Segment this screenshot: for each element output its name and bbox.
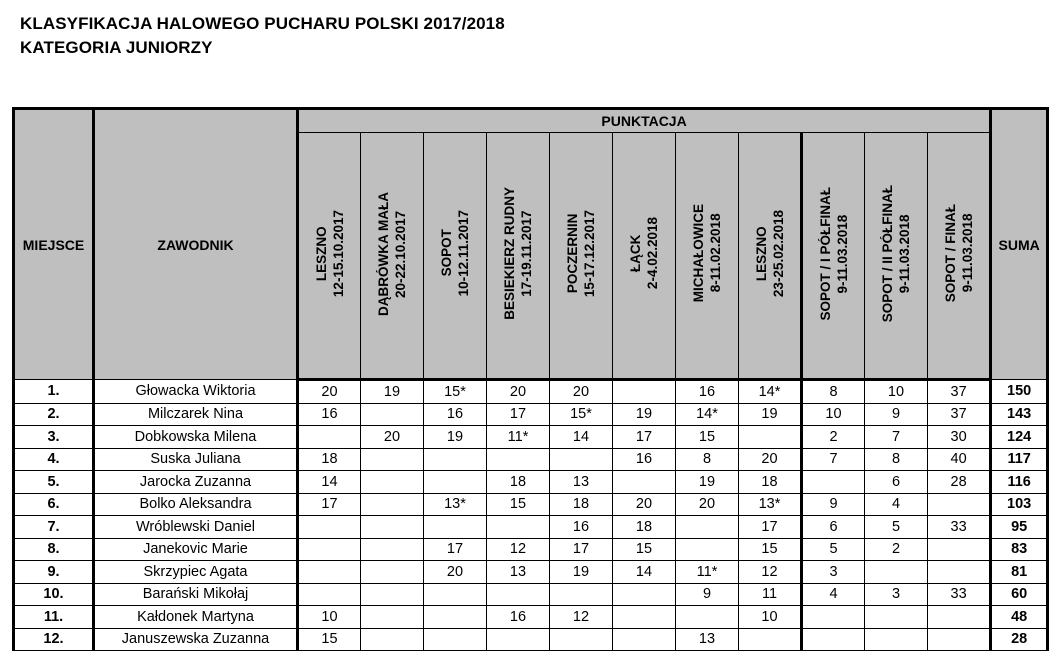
score-cell	[928, 628, 991, 651]
table-row	[14, 471, 1048, 494]
table-row	[14, 426, 1048, 449]
score-cell: 10	[802, 403, 865, 426]
table-row	[14, 448, 1048, 471]
place-cell: 1.	[14, 380, 94, 404]
event-header-2	[424, 133, 487, 380]
score-cell: 12	[739, 561, 802, 584]
score-cell	[361, 471, 424, 494]
table-row	[14, 403, 1048, 426]
score-cell: 15*	[424, 380, 487, 404]
score-cell	[928, 493, 991, 516]
score-cell: 10	[298, 606, 361, 629]
score-cell	[676, 538, 739, 561]
score-cell	[550, 583, 613, 606]
place-cell: 3.	[14, 426, 94, 449]
score-cell: 17	[424, 538, 487, 561]
place-cell: 6.	[14, 493, 94, 516]
score-cell: 33	[928, 583, 991, 606]
score-cell	[802, 471, 865, 494]
event-header-10	[928, 133, 991, 380]
score-cell: 16	[676, 380, 739, 404]
score-cell: 18	[613, 516, 676, 539]
score-cell	[802, 606, 865, 629]
sum-cell: 48	[991, 606, 1048, 629]
name-cell: Głowacka Wiktoria	[94, 380, 298, 404]
event-header-6	[676, 133, 739, 380]
name-cell: Dobkowska Milena	[94, 426, 298, 449]
score-cell: 17	[298, 493, 361, 516]
place-cell: 8.	[14, 538, 94, 561]
col-header-name: ZAWODNIK	[94, 109, 298, 380]
score-cell	[487, 583, 550, 606]
score-cell: 11	[739, 583, 802, 606]
score-cell: 9	[802, 493, 865, 516]
score-cell: 19	[739, 403, 802, 426]
event-header-0	[298, 133, 361, 380]
col-header-place: MIEJSCE	[14, 109, 94, 380]
sum-cell: 95	[991, 516, 1048, 539]
sum-cell: 124	[991, 426, 1048, 449]
results-body	[14, 380, 1048, 651]
score-cell: 20	[424, 561, 487, 584]
score-cell: 17	[613, 426, 676, 449]
score-cell: 12	[550, 606, 613, 629]
event-date: 17-19.11.2017	[519, 210, 534, 297]
event-header-1	[361, 133, 424, 380]
sum-cell: 28	[991, 628, 1048, 651]
name-cell: Bolko Aleksandra	[94, 493, 298, 516]
name-cell: Barański Mikołaj	[94, 583, 298, 606]
score-cell: 16	[298, 403, 361, 426]
score-cell: 13	[676, 628, 739, 651]
score-cell: 20	[550, 380, 613, 404]
score-cell: 37	[928, 380, 991, 404]
score-cell: 20	[613, 493, 676, 516]
score-cell: 5	[802, 538, 865, 561]
score-cell: 16	[424, 403, 487, 426]
score-cell: 40	[928, 448, 991, 471]
sum-cell: 143	[991, 403, 1048, 426]
sum-cell: 81	[991, 561, 1048, 584]
event-name: POCZERNIN	[565, 213, 580, 294]
score-cell	[361, 606, 424, 629]
score-cell: 3	[802, 561, 865, 584]
score-cell: 7	[865, 426, 928, 449]
score-cell: 16	[487, 606, 550, 629]
place-cell: 5.	[14, 471, 94, 494]
score-cell	[928, 561, 991, 584]
score-cell	[613, 380, 676, 404]
score-cell	[298, 426, 361, 449]
score-cell	[424, 606, 487, 629]
score-cell	[361, 516, 424, 539]
sum-cell: 116	[991, 471, 1048, 494]
classification-table	[12, 107, 1049, 651]
name-cell: Janekovic Marie	[94, 538, 298, 561]
document-title: KLASYFIKACJA HALOWEGO PUCHARU POLSKI 2017/2018	[20, 14, 505, 33]
score-cell	[613, 471, 676, 494]
score-cell: 15	[298, 628, 361, 651]
place-cell: 10.	[14, 583, 94, 606]
score-cell: 15*	[550, 403, 613, 426]
score-cell: 30	[928, 426, 991, 449]
score-cell: 33	[928, 516, 991, 539]
score-cell	[361, 538, 424, 561]
score-cell	[928, 538, 991, 561]
score-cell	[865, 628, 928, 651]
event-name: MICHAŁOWICE	[691, 204, 706, 303]
score-cell: 12	[487, 538, 550, 561]
score-cell	[802, 628, 865, 651]
event-header-3	[487, 133, 550, 380]
score-cell: 18	[298, 448, 361, 471]
score-cell: 20	[739, 448, 802, 471]
place-cell: 12.	[14, 628, 94, 651]
event-header-9	[865, 133, 928, 380]
score-cell: 20	[487, 380, 550, 404]
event-header-4	[550, 133, 613, 380]
score-cell: 16	[550, 516, 613, 539]
place-cell: 4.	[14, 448, 94, 471]
score-cell: 7	[802, 448, 865, 471]
event-date: 10-12.11.2017	[456, 210, 471, 297]
col-header-points: PUNKTACJA	[298, 109, 991, 133]
score-cell	[298, 516, 361, 539]
score-cell	[361, 583, 424, 606]
score-cell: 14*	[676, 403, 739, 426]
score-cell: 15	[739, 538, 802, 561]
score-cell: 11*	[487, 426, 550, 449]
event-header-8	[802, 133, 865, 380]
event-date: 9-11.03.2018	[834, 214, 850, 293]
score-cell	[424, 583, 487, 606]
score-cell	[739, 426, 802, 449]
score-cell: 19	[550, 561, 613, 584]
score-cell: 20	[361, 426, 424, 449]
score-cell: 8	[802, 380, 865, 404]
score-cell: 14	[550, 426, 613, 449]
score-cell	[361, 403, 424, 426]
table-row	[14, 493, 1048, 516]
score-cell	[424, 628, 487, 651]
score-cell: 18	[550, 493, 613, 516]
score-cell	[550, 628, 613, 651]
event-date: 12-15.10.2017	[330, 209, 346, 298]
score-cell: 13*	[424, 493, 487, 516]
score-cell: 2	[865, 538, 928, 561]
score-cell: 13	[550, 471, 613, 494]
event-name: ŁĄCK	[628, 234, 643, 273]
score-cell: 9	[865, 403, 928, 426]
score-cell: 14*	[739, 380, 802, 404]
score-cell: 28	[928, 471, 991, 494]
score-cell: 4	[865, 493, 928, 516]
score-cell: 15	[676, 426, 739, 449]
score-cell	[487, 628, 550, 651]
score-cell	[676, 606, 739, 629]
table-row	[14, 380, 1048, 404]
score-cell	[550, 448, 613, 471]
sum-cell: 117	[991, 448, 1048, 471]
event-date: 8-11.02.2018	[708, 214, 723, 293]
place-cell: 9.	[14, 561, 94, 584]
score-cell: 3	[865, 583, 928, 606]
score-cell	[613, 606, 676, 629]
document-header	[20, 12, 505, 60]
score-cell: 13	[487, 561, 550, 584]
event-date: 23-25.02.2018	[770, 209, 786, 298]
score-cell: 19	[613, 403, 676, 426]
score-cell: 20	[298, 380, 361, 404]
score-cell: 19	[676, 471, 739, 494]
name-cell: Skrzypiec Agata	[94, 561, 298, 584]
event-name: SOPOT / II PÓŁFINAŁ	[880, 184, 895, 323]
score-cell: 8	[676, 448, 739, 471]
table-row	[14, 628, 1048, 651]
score-cell: 10	[739, 606, 802, 629]
score-cell: 18	[487, 471, 550, 494]
name-cell: Suska Juliana	[94, 448, 298, 471]
score-cell: 19	[424, 426, 487, 449]
event-date: 2-4.02.2018	[645, 217, 660, 290]
score-cell: 2	[802, 426, 865, 449]
event-date: 9-11.03.2018	[959, 214, 975, 293]
score-cell	[298, 561, 361, 584]
score-cell: 17	[550, 538, 613, 561]
table-row	[14, 516, 1048, 539]
score-cell	[487, 448, 550, 471]
table-row	[14, 561, 1048, 584]
table-row	[14, 606, 1048, 629]
name-cell: Kałdonek Martyna	[94, 606, 298, 629]
score-cell: 20	[676, 493, 739, 516]
name-cell: Januszewska Zuzanna	[94, 628, 298, 651]
event-name: SOPOT	[439, 229, 454, 278]
score-cell: 37	[928, 403, 991, 426]
table-row	[14, 538, 1048, 561]
event-header-7	[739, 133, 802, 380]
event-date: 20-22.10.2017	[393, 209, 408, 298]
name-cell: Wróblewski Daniel	[94, 516, 298, 539]
event-name: LESZNO	[313, 226, 329, 281]
score-cell: 10	[865, 380, 928, 404]
score-cell	[613, 628, 676, 651]
score-cell	[424, 516, 487, 539]
name-cell: Jarocka Zuzanna	[94, 471, 298, 494]
score-cell	[298, 583, 361, 606]
score-cell	[676, 516, 739, 539]
sum-cell: 83	[991, 538, 1048, 561]
event-date: 15-17.12.2017	[582, 209, 597, 298]
col-header-sum: SUMA	[991, 109, 1048, 380]
document-subtitle: KATEGORIA JUNIORZY	[20, 38, 213, 57]
score-cell: 9	[676, 583, 739, 606]
score-cell	[865, 561, 928, 584]
score-cell: 13*	[739, 493, 802, 516]
score-cell: 6	[865, 471, 928, 494]
place-cell: 2.	[14, 403, 94, 426]
score-cell	[361, 561, 424, 584]
event-header-5	[613, 133, 676, 380]
event-date: 9-11.03.2018	[897, 214, 912, 293]
name-cell: Milczarek Nina	[94, 403, 298, 426]
score-cell: 15	[613, 538, 676, 561]
event-name: SOPOT / I PÓŁFINAŁ	[817, 186, 833, 321]
event-name: DĄBRÓWKA MAŁA	[376, 191, 391, 316]
score-cell	[928, 606, 991, 629]
place-cell: 7.	[14, 516, 94, 539]
score-cell	[361, 628, 424, 651]
event-name: BESIEKIERZ RUDNY	[502, 187, 517, 320]
score-cell	[298, 538, 361, 561]
sum-cell: 103	[991, 493, 1048, 516]
score-cell: 6	[802, 516, 865, 539]
score-cell	[613, 583, 676, 606]
score-cell: 17	[739, 516, 802, 539]
sum-cell: 150	[991, 380, 1048, 404]
score-cell	[361, 448, 424, 471]
score-cell: 17	[487, 403, 550, 426]
event-name: LESZNO	[753, 226, 769, 281]
score-cell: 19	[361, 380, 424, 404]
score-cell: 15	[487, 493, 550, 516]
score-cell	[865, 606, 928, 629]
place-cell: 11.	[14, 606, 94, 629]
score-cell: 5	[865, 516, 928, 539]
score-cell	[487, 516, 550, 539]
score-cell: 16	[613, 448, 676, 471]
score-cell: 11*	[676, 561, 739, 584]
table-row	[14, 583, 1048, 606]
score-cell: 14	[298, 471, 361, 494]
score-cell: 18	[739, 471, 802, 494]
score-cell	[424, 448, 487, 471]
score-cell	[424, 471, 487, 494]
score-cell: 14	[613, 561, 676, 584]
event-name: SOPOT / FINAŁ	[942, 204, 958, 303]
score-cell	[361, 493, 424, 516]
sum-cell: 60	[991, 583, 1048, 606]
score-cell: 4	[802, 583, 865, 606]
score-cell	[739, 628, 802, 651]
score-cell: 8	[865, 448, 928, 471]
